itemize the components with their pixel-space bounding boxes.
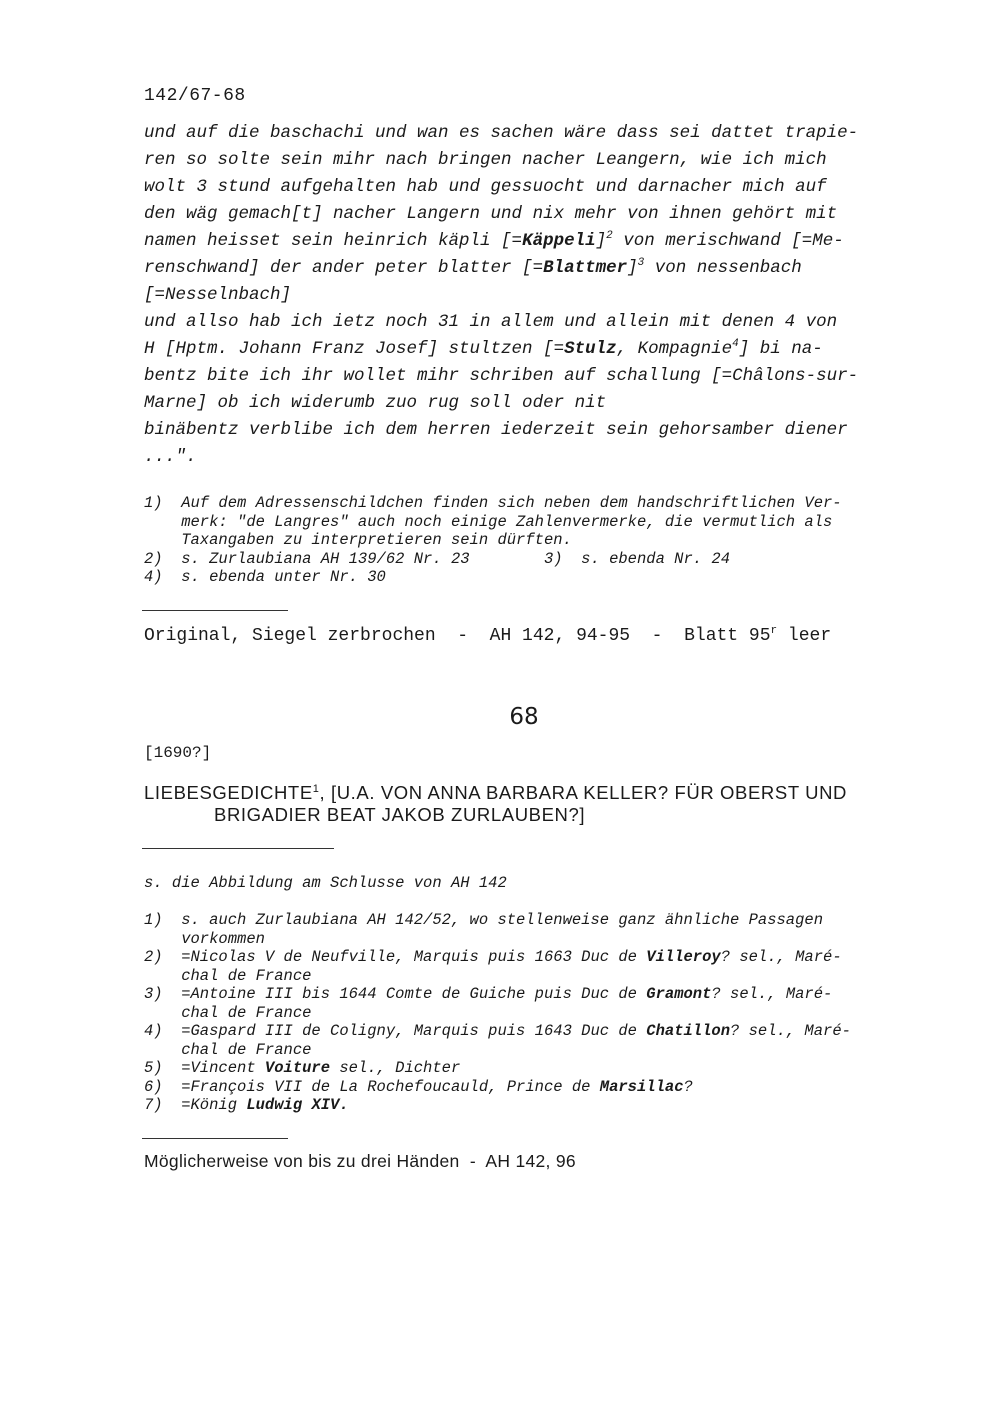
original-note — [144, 626, 831, 646]
text-segment: wolt 3 stund aufgehalten hab und gessuocht und darnacher mich auf — [144, 177, 827, 197]
bold-name: Marsillac — [599, 1077, 684, 1096]
divider-rule — [142, 848, 334, 849]
text-segment: 6) =François VII de La Rochefoucauld, Prince de — [144, 1077, 600, 1096]
text-segment: den wäg gemach[t] nacher Langern und nix mehr von ihnen gehört mit — [144, 204, 838, 224]
text-segment: 4) s. ebenda unter Nr. 30 — [144, 568, 386, 586]
text-segment: von merischwand [=Me- — [612, 231, 844, 251]
text-segment: binäbentz verblibe ich dem herren iederzeit sein gehorsamber diener — [144, 420, 848, 440]
text-line — [144, 147, 858, 174]
bold-name: Villeroy — [646, 948, 721, 966]
text-line — [144, 494, 842, 513]
text-line — [144, 985, 851, 1004]
title-word: LIEBESGEDICHTE — [144, 782, 313, 803]
text-segment: merk: "de Langres" auch noch einige Zahlenvermerke, die vermutlich als — [144, 512, 833, 531]
text-line — [144, 174, 858, 201]
footnote-marker: 2 — [606, 230, 613, 243]
document-title-line-2: BRIGADIER BEAT JAKOB ZURLAUBEN?] — [214, 804, 586, 825]
document-title-line-1 — [144, 782, 847, 804]
footnotes-letter — [144, 494, 842, 587]
text-line — [144, 513, 842, 532]
footnote-marker: 4 — [732, 338, 739, 351]
text-segment: 5) =Vincent — [144, 1059, 265, 1077]
text-segment: ] bi na- — [738, 339, 823, 359]
divider-rule — [142, 1138, 288, 1139]
letter-text — [144, 120, 858, 471]
text-line — [144, 1059, 851, 1078]
document-date: [1690?] — [144, 744, 212, 762]
text-line — [144, 1004, 851, 1023]
text-segment: ? sel., Maré- — [720, 948, 842, 966]
text-segment: H [Hptm. Johann Franz Josef] stultzen [= — [144, 339, 565, 359]
text-line — [144, 228, 858, 255]
text-segment: 4) =Gaspard III de Coligny, Marquis puis 1643 Duc de — [144, 1022, 647, 1040]
bold-name: Chatillon — [646, 1022, 731, 1040]
text-line — [144, 417, 858, 444]
original-note-text: Original, Siegel zerbrochen - AH 142, 94-95 - Blatt 95 — [144, 626, 771, 646]
footnote-marker: 3 — [637, 257, 645, 270]
text-segment: 1) Auf dem Adressenschildchen finden sich neben dem handschriftlichen Ver- — [144, 494, 842, 512]
text-segment: bentz bite ich ihr wollet mihr schriben auf schallung [=Châlons-sur- — [144, 366, 859, 386]
text-segment: ? — [683, 1077, 693, 1096]
text-line — [144, 363, 858, 390]
figure-note: s. die Abbildung am Schlusse von AH 142 — [144, 874, 507, 892]
text-segment: , Kompagnie — [616, 339, 733, 359]
text-segment: chal de France — [144, 1003, 312, 1022]
text-segment: ] — [627, 258, 638, 278]
bold-name: Käppeli — [522, 231, 596, 251]
text-segment: ren so solte sein mihr nach bringen nacher Leangern, wie ich mich — [144, 150, 827, 170]
text-line — [144, 930, 851, 949]
text-segment: 3) =Antoine III bis 1644 Comte de Guiche puis Duc de — [144, 985, 647, 1003]
text-segment: ] — [595, 231, 607, 251]
text-line — [144, 309, 858, 336]
original-note-sup: r — [770, 625, 778, 637]
text-line — [144, 550, 842, 569]
text-segment: 7) =König — [144, 1096, 247, 1114]
title-rest: , [U.A. VON ANNA BARBARA KELLER? FÜR OBERST UND — [319, 782, 848, 803]
text-segment: von nessenbach — [644, 258, 802, 278]
text-line — [144, 967, 851, 986]
text-segment: ? sel., Maré- — [730, 1022, 851, 1040]
text-segment: und auf die baschachi und wan es sachen wäre dass sei dattet trapie- — [144, 123, 859, 143]
divider-rule — [142, 610, 288, 611]
text-segment: ? sel., Maré- — [711, 985, 833, 1003]
text-segment: chal de France — [144, 1040, 312, 1059]
original-note-tail: leer — [777, 626, 832, 646]
text-segment: 2) =Nicolas V de Neufville, Marquis puis 1663 Duc de — [144, 948, 647, 966]
text-line — [144, 120, 858, 147]
text-line — [144, 255, 858, 282]
bold-name: Blattmer — [543, 258, 628, 278]
bold-name: Ludwig XIV. — [246, 1096, 349, 1114]
title-sup: 1 — [312, 782, 320, 795]
hands-note: Möglicherweise von bis zu drei Händen - AH 142, 96 — [144, 1151, 576, 1171]
text-segment: und allso hab ich ietz noch 31 in allem und allein mit denen 4 von — [144, 312, 838, 332]
text-segment: Taxangaben zu interpretieren sein dürften. — [144, 531, 572, 549]
text-segment: 2) s. Zurlaubiana AH 139/62 Nr. 23 3) s. ebenda Nr. 24 — [144, 549, 730, 568]
text-segment: renschwand] der ander peter blatter [= — [144, 258, 544, 278]
text-line — [144, 444, 858, 471]
text-line — [144, 1078, 851, 1097]
text-segment: sel., Dichter — [330, 1059, 461, 1077]
text-line — [144, 531, 842, 550]
text-line — [144, 911, 851, 930]
text-segment: ...". — [144, 447, 197, 467]
text-line — [144, 1096, 851, 1115]
text-line — [144, 1022, 851, 1041]
bold-name: Voiture — [264, 1059, 331, 1077]
footnotes-poems — [144, 911, 851, 1115]
text-line — [144, 201, 858, 228]
document-number: 68 — [509, 704, 539, 730]
text-segment: namen heisset sein heinrich käpli [= — [144, 231, 523, 251]
page-reference: 142/67-68 — [144, 86, 246, 106]
text-segment: Marne] ob ich widerumb zuo rug soll oder nit — [144, 393, 607, 413]
text-segment: 1) s. auch Zurlaubiana AH 142/52, wo stellenweise ganz ähnliche Passagen — [144, 911, 824, 929]
text-segment: chal de France — [144, 966, 312, 985]
text-line — [144, 948, 851, 967]
bold-name: Gramont — [646, 985, 712, 1003]
bold-name: Stulz — [564, 339, 617, 359]
text-line — [144, 1041, 851, 1060]
text-line — [144, 568, 842, 587]
text-segment: vorkommen — [144, 929, 265, 948]
text-line — [144, 390, 858, 417]
text-line — [144, 336, 858, 363]
text-line — [144, 282, 858, 309]
text-segment: [=Nesselnbach] — [144, 285, 292, 305]
